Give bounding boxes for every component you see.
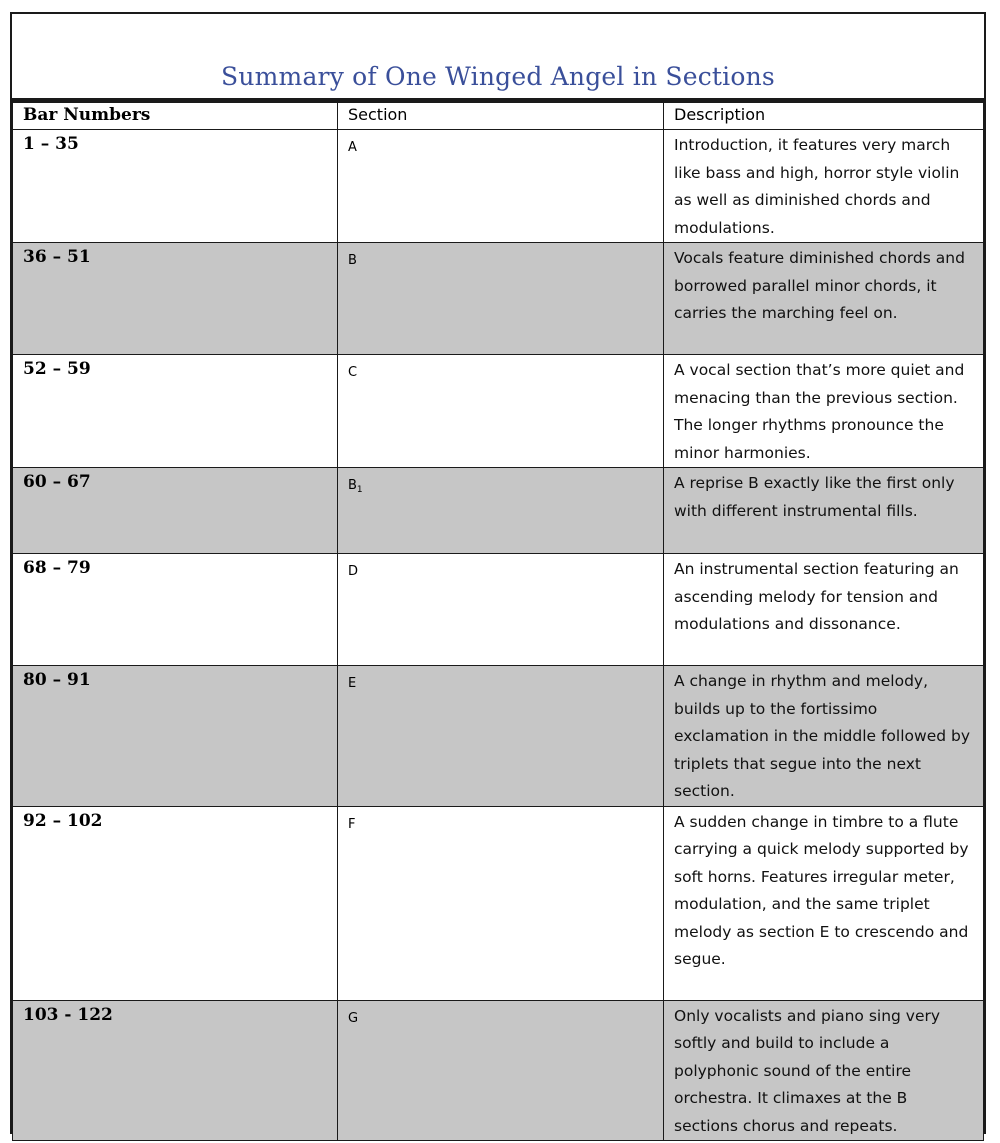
- section-cell: G: [338, 1000, 664, 1141]
- description-cell: Only vocalists and piano sing very softly and build to include a polyphonic sound of the entire orchestra. It climaxes at the B sections chorus and repeats.: [664, 1000, 984, 1141]
- page-title: Summary of One Winged Angel in Sections: [221, 62, 775, 91]
- section-subscript: 1: [356, 485, 363, 495]
- description-cell: Vocals feature diminished chords and borrowed parallel minor chords, it carries the marching feel on.: [664, 243, 984, 355]
- section-cell: A: [338, 130, 664, 243]
- bar-numbers-cell: 68 – 79: [13, 554, 338, 666]
- section-cell: [338, 468, 664, 554]
- description-cell: A reprise B exactly like the first only with different instrumental fills.: [664, 468, 984, 554]
- description-cell: A change in rhythm and melody, builds up to the fortissimo exclamation in the middle followed by triplets that segue into the next section.: [664, 666, 984, 807]
- description-cell: A sudden change in timbre to a flute carrying a quick melody supported by soft horns. Features irregular meter, modulation, and the same triplet melody as section E to crescendo and segue.: [664, 806, 984, 1000]
- sections-table: [12, 102, 984, 1141]
- bar-numbers-cell: 36 – 51: [13, 243, 338, 355]
- header-description: Description: [664, 103, 984, 130]
- section-cell: C: [338, 355, 664, 468]
- section-cell: F: [338, 806, 664, 1000]
- bar-numbers-cell: 60 – 67: [13, 468, 338, 554]
- section-letter: B: [348, 478, 357, 493]
- table-row: [13, 806, 984, 1000]
- bar-numbers-cell: 52 – 59: [13, 355, 338, 468]
- table-row: [13, 355, 984, 468]
- description-cell: A vocal section that’s more quiet and menacing than the previous section. The longer rhythms pronounce the minor harmonies.: [664, 355, 984, 468]
- table-row: [13, 130, 984, 243]
- header-bar-numbers: Bar Numbers: [13, 103, 338, 130]
- bar-numbers-cell: 80 – 91: [13, 666, 338, 807]
- document-frame: [10, 12, 986, 1134]
- table-header-row: [13, 103, 984, 130]
- section-cell: D: [338, 554, 664, 666]
- bar-numbers-cell: 103 - 122: [13, 1000, 338, 1141]
- header-section: Section: [338, 103, 664, 130]
- table-row: [13, 468, 984, 554]
- section-cell: E: [338, 666, 664, 807]
- bar-numbers-cell: 92 – 102: [13, 806, 338, 1000]
- description-cell: Introduction, it features very march like bass and high, horror style violin as well as diminished chords and modulations.: [664, 130, 984, 243]
- description-cell: An instrumental section featuring an ascending melody for tension and modulations and dissonance.: [664, 554, 984, 666]
- table-row: [13, 1000, 984, 1141]
- table-row: [13, 243, 984, 355]
- table-row: [13, 554, 984, 666]
- bar-numbers-cell: 1 – 35: [13, 130, 338, 243]
- table-row: [13, 666, 984, 807]
- title-area: [12, 14, 984, 100]
- section-cell: B: [338, 243, 664, 355]
